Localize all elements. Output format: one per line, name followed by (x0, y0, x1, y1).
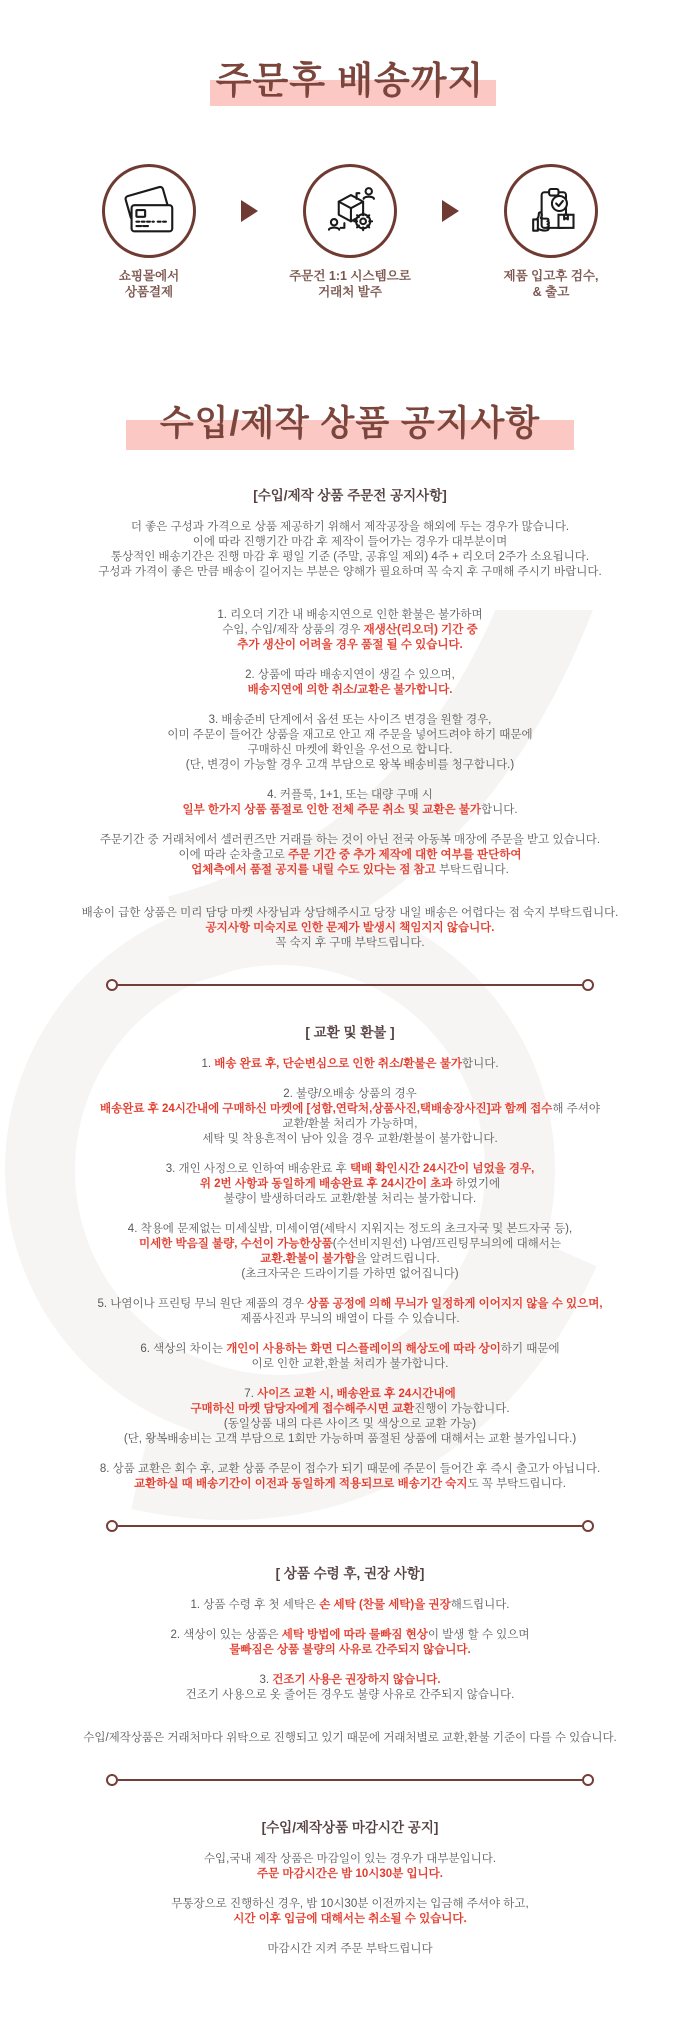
text-line: (단, 왕복배송비는 고객 부담으로 1회만 가능하며 품절된 상품에 대해서는 교환 불가입니다.) (123, 1433, 577, 1445)
process-step-order-system (260, 164, 440, 300)
step-caption: 주문건 1:1 시스템으로 거래처 발주 (289, 269, 411, 299)
page-header (0, 0, 700, 104)
text-line: 통상적인 배송기간은 진행 마감 후 평일 기준 (주말, 공휴일 제외) 4주 + 리오더 2주가 소요됩니다. (110, 551, 590, 563)
text-line: 마감시간 지켜 주문 부탁드립니다 (267, 1943, 433, 1955)
text-line: 4. 착용에 문제없는 미세실밥, 미세이염(세탁시 지워지는 정도의 초크자국 및 본드자국 등), (127, 1223, 573, 1235)
text-line: 4. 커플룩, 1+1, 또는 대량 구매 시 (267, 789, 433, 801)
text-line: 무통장으로 진행하신 경우, 밤 10시30분 이전까지는 입금해 주셔야 하고, (171, 1898, 529, 1910)
section-heading: [수입/제작상품 마감시간 공지] (261, 1820, 439, 1835)
text-line: 3. 개인 사정으로 인하여 배송완료 후 택배 확인시간 24시간이 넘었을 경우, (165, 1163, 535, 1175)
paragraph (0, 608, 700, 653)
paragraph (0, 1387, 700, 1447)
text-line: 수입, 수입/제작 상품의 경우 재생산(리오더) 기간 중 (222, 624, 478, 636)
text-line: 주문기간 중 거래처에서 셀러퀸즈만 거래를 하는 것이 아닌 전국 아동복 매장에 주문을 받고 있습니다. (99, 834, 601, 846)
text-line: 8. 상품 교환은 회수 후, 교환 상품 주문이 접수가 되기 때문에 주문이 들어간 후 즉시 출고가 아닙니다. (99, 1463, 601, 1475)
section-exchange-refund (0, 1025, 700, 1492)
text-line: 배송완료 후 24시간내에 구매하신 마켓에 [성함,연락처,상품사진,택배송장사진]과 함께 접수해 주셔야 (100, 1103, 600, 1115)
divider-end-ring (106, 1520, 118, 1532)
text-line: (초크자국은 드라이기를 가하면 없어집니다) (241, 1268, 459, 1280)
text-line: 이미 주문이 들어간 상품을 재고로 안고 재 주문을 넣어드려야 하기 때문에 (167, 729, 533, 741)
notice-header (0, 300, 700, 446)
text-line: 구매하신 마켓 담당자에게 접수해주시면 교환진행이 가능합니다. (190, 1403, 510, 1415)
text-line: 세탁 및 착용흔적이 남아 있을 경우 교환/환불이 불가합니다. (202, 1133, 498, 1145)
text-line: 꼭 숙지 후 구매 부탁드립니다. (275, 937, 425, 949)
paragraph (0, 1297, 700, 1327)
paragraph (0, 1731, 700, 1746)
text-line: 일부 한가지 상품 품절로 인한 전체 주문 취소 및 교환은 불가합니다. (182, 804, 518, 816)
section-post-receipt-care (0, 1566, 700, 1746)
section-heading: [ 교환 및 환불 ] (305, 1025, 395, 1040)
step-circle (504, 164, 598, 258)
section-heading: [수입/제작 상품 주문전 공지사항] (253, 488, 447, 503)
paragraph (0, 1462, 700, 1492)
paragraph (0, 520, 700, 580)
paragraph (0, 1598, 700, 1613)
text-line: 수입/제작상품은 거래처마다 위탁으로 진행되고 있기 때문에 거래처별로 교환,환불 기준이 다를 수 있습니다. (83, 1732, 617, 1744)
text-line: 7. 사이즈 교환 시, 배송완료 후 24시간내에 (244, 1388, 456, 1400)
section-divider (106, 1774, 594, 1786)
text-line: 3. 배송준비 단계에서 옵션 또는 사이즈 변경을 원할 경우, (208, 714, 492, 726)
paragraph (0, 668, 700, 698)
text-line: 건조기 사용으로 옷 줄어든 경우도 불량 사유로 간주되지 않습니다. (185, 1689, 515, 1701)
paragraph (0, 1222, 700, 1282)
text-line: 위 2번 사항과 동일하게 배송완료 후 24시간이 초과 하였기에 (199, 1178, 501, 1190)
paragraph (0, 906, 700, 951)
divider-end-ring (106, 1774, 118, 1786)
text-line: 물빠짐은 상품 불량의 사유로 간주되지 않습니다. (229, 1644, 471, 1656)
divider-line (118, 1525, 582, 1528)
text-line: 2. 색상이 있는 상품은 세탁 방법에 따라 물빠짐 현상이 발생 할 수 있으며 (170, 1629, 530, 1641)
text-line: 2. 상품에 따라 배송지연이 생길 수 있으며, (245, 669, 455, 681)
text-line: 구성과 가격이 좋은 만큼 배송이 길어지는 부분은 양해가 필요하며 꼭 숙지 후 구매해 주시기 바랍니다. (98, 566, 602, 578)
text-line: 배송이 급한 상품은 미리 담당 마켓 사장님과 상담해주시고 당장 내일 배송은 어렵다는 점 숙지 부탁드립니다. (81, 907, 619, 919)
paragraph (0, 1162, 700, 1207)
paragraph (0, 713, 700, 773)
text-line: 업체측에서 품절 공지를 내릴 수도 있다는 점 참고 부탁드립니다. (191, 864, 509, 876)
section-divider (106, 1520, 594, 1532)
paragraph (0, 1852, 700, 1882)
paragraph (0, 788, 700, 818)
text-line: (단, 변경이 가능할 경우 고객 부담으로 왕복 배송비를 청구합니다.) (185, 759, 515, 771)
process-step-inspection (461, 164, 641, 300)
arrow-right-icon (241, 200, 258, 222)
divider-line (118, 984, 582, 987)
text-line: 1. 배송 완료 후, 단순변심으로 인한 취소/환불은 불가합니다. (201, 1058, 499, 1070)
text-line: 1. 리오더 기간 내 배송지연으로 인한 환불은 불가하며 (217, 609, 483, 621)
divider-end-ring (582, 979, 594, 991)
text-line: 이로 인한 교환,환불 처리가 불가합니다. (251, 1358, 449, 1370)
text-line: 6. 색상의 차이는 개인이 사용하는 화면 디스플레이의 해상도에 따라 상이하기 때문에 (140, 1343, 560, 1355)
text-line: 이에 따라 진행기간 마감 후 제작이 들어가는 경우가 대부분이며 (192, 536, 508, 548)
paragraph (0, 1942, 700, 1957)
sections-root (0, 488, 700, 1957)
text-line: 교환/환불 처리가 가능하며, (282, 1118, 418, 1130)
text-line: 교환하실 때 배송기간이 이전과 동일하게 적용되므로 배송기간 숙지도 꼭 부탁드립니다. (134, 1478, 566, 1490)
text-line: 5. 나염이나 프린팅 무늬 원단 제품의 경우 상품 공정에 의해 무늬가 일정하게 이어지지 않을 수 있으며, (97, 1298, 603, 1310)
step-circle (102, 164, 196, 258)
text-line: 교환.환불이 불가함을 알려드립니다. (260, 1253, 440, 1265)
paragraph (0, 1342, 700, 1372)
arrow-right-icon (442, 200, 459, 222)
paragraph (0, 1057, 700, 1072)
text-line: 배송지연에 의한 취소/교환은 불가합니다. (247, 684, 453, 696)
step-caption: 쇼핑몰에서 상품결제 (118, 269, 180, 299)
text-line: 3. 건조기 사용은 권장하지 않습니다. (259, 1674, 441, 1686)
process-step-payment (59, 164, 239, 300)
text-line: 1. 상품 수령 후 첫 세탁은 손 세탁 (찬물 세탁)을 권장해드립니다. (190, 1599, 510, 1611)
text-line: 구매하신 마켓에 확인을 우선으로 합니다. (247, 744, 453, 756)
credit-card-payment-icon (118, 180, 180, 242)
text-line: 시간 이후 입금에 대해서는 취소될 수 있습니다. (233, 1913, 467, 1925)
text-line: 수입,국내 제작 상품은 마감일이 있는 경우가 대부분입니다. (203, 1853, 497, 1865)
text-line: 불량이 발생하더라도 교환/환불 처리는 불가합니다. (223, 1193, 477, 1205)
paragraph (0, 1897, 700, 1927)
section-heading: [ 상품 수령 후, 권장 사항] (275, 1566, 425, 1581)
text-line: 더 좋은 구성과 가격으로 상품 제공하기 위해서 제작공장을 해외에 두는 경우가 많습니다. (130, 521, 570, 533)
paragraph (0, 1628, 700, 1658)
order-system-icon (320, 181, 380, 241)
notice-title: 수입/제작 상품 공지사항 (160, 396, 540, 446)
divider-end-ring (582, 1774, 594, 1786)
order-process-steps (0, 164, 700, 300)
section-divider (106, 979, 594, 991)
paragraph (0, 1673, 700, 1703)
paragraph (0, 1087, 700, 1147)
text-line: 추가 생산이 어려울 경우 품절 될 수 있습니다. (237, 639, 463, 651)
divider-end-ring (106, 979, 118, 991)
text-line: (동일상품 내의 다른 사이즈 및 색상으로 교환 가능) (223, 1418, 477, 1430)
text-line: 주문 마감시간은 밤 10시30분 입니다. (257, 1868, 443, 1880)
inspection-shipping-icon (521, 181, 581, 241)
paragraph (0, 833, 700, 878)
step-caption: 제품 입고후 검수, & 출고 (503, 269, 599, 299)
page-title: 주문후 배송까지 (216, 50, 484, 104)
text-line: 이에 따라 순차출고로 주문 기간 중 추가 제작에 대한 여부를 판단하여 (178, 849, 522, 861)
text-line: 미세한 박음질 불량, 수선이 가능한상품(수선비지원선) 나염/프린팅무늬의에 대해서는 (138, 1238, 562, 1250)
divider-line (118, 1779, 582, 1782)
step-circle (303, 164, 397, 258)
section-deadline-notice (0, 1820, 700, 1957)
text-line: 공지사항 미숙지로 인한 문제가 발생시 책임지지 않습니다. (205, 922, 495, 934)
divider-end-ring (582, 1520, 594, 1532)
section-pre-order-notice (0, 488, 700, 951)
text-line: 2. 불량/오배송 상품의 경우 (283, 1088, 417, 1100)
text-line: 제품사진과 무늬의 배열이 다를 수 있습니다. (240, 1313, 460, 1325)
